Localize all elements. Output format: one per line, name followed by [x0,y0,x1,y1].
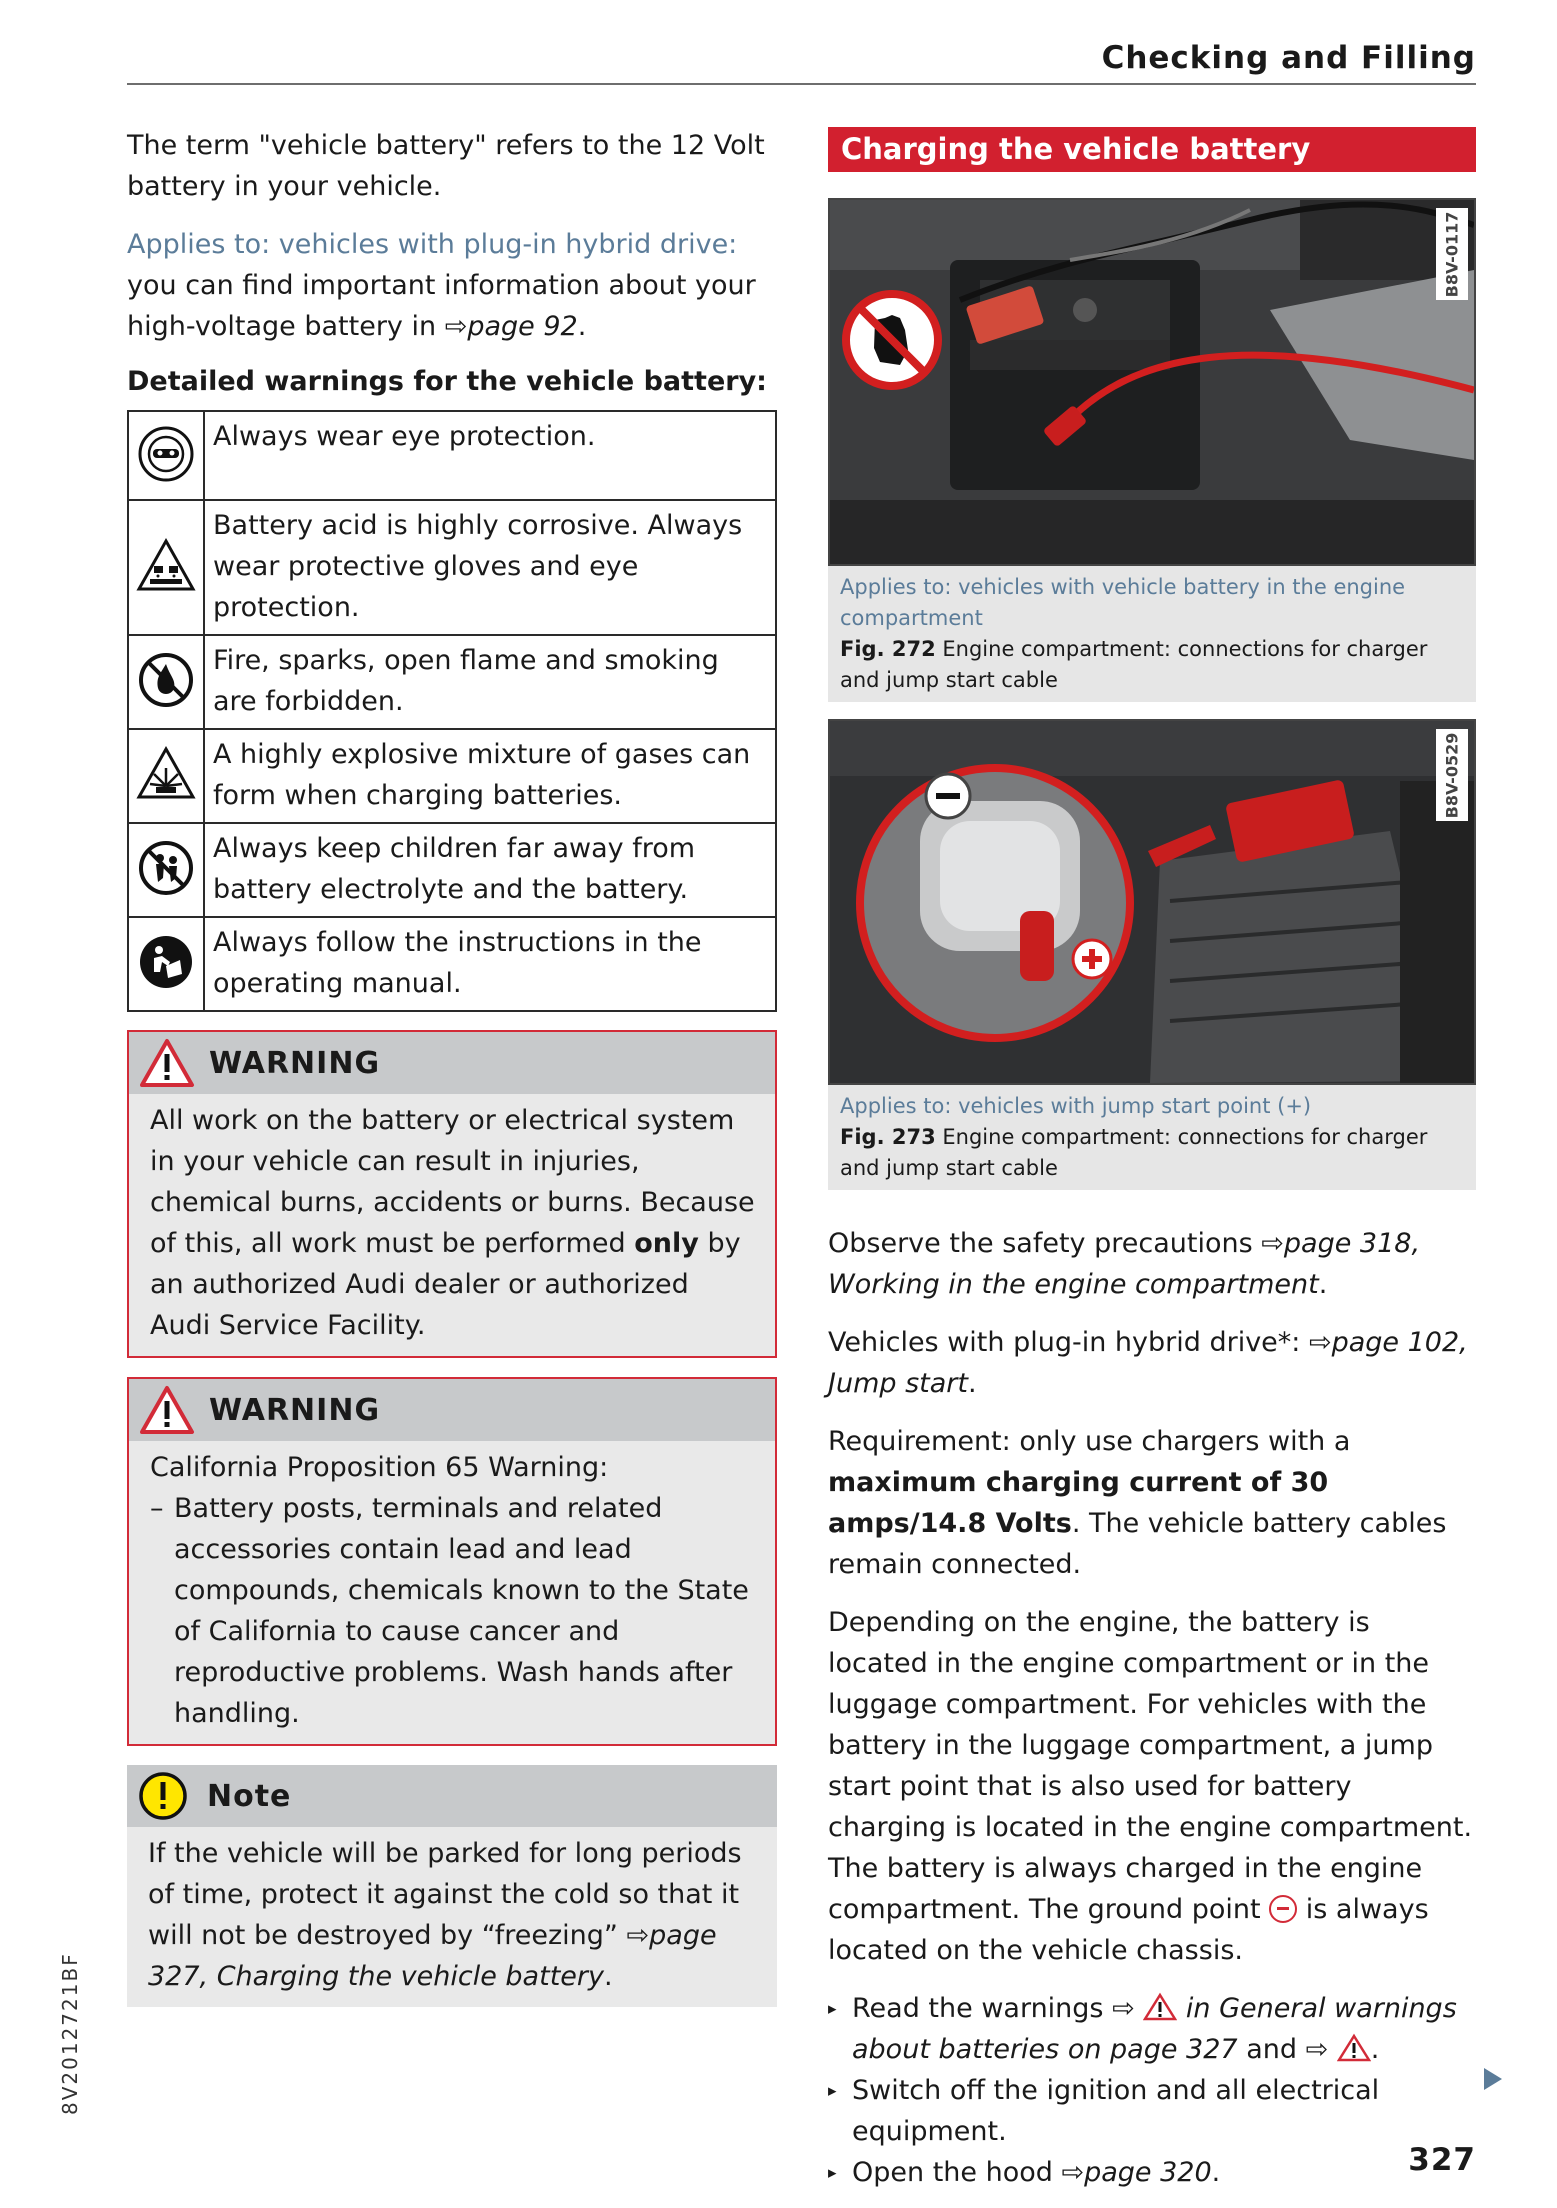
ground-point-minus-icon [1269,1895,1297,1923]
note-title: Note [207,1778,292,1814]
ref-arrow: ⇨ [444,311,468,342]
figure-caption-text: Engine compartment: connections for charger and jump start cable [840,637,1428,692]
table-row [128,729,776,823]
figure-273 [828,719,1476,1190]
list-item-text: Read the warnings [852,1993,1104,2024]
warning-text: by an authorized Audi dealer or authorized Audi Service Facility. [150,1228,741,1341]
warning-text: Always keep children far away from battery electrolyte and the battery. [204,823,776,917]
warning-title: WARNING [209,1045,381,1081]
list-item-text: Battery posts, terminals and related accessories contain lead and lead compounds, chemicals known to the State of California to cause cancer and reproductive problems. Wash hands after handling. [174,1493,749,1729]
page-327-link[interactable]: page 327, Charging the vehicle battery [148,1920,717,1992]
ref-arrow: ⇨ [1308,1327,1332,1358]
bullet-icon: ▸ [828,2081,837,2101]
paragraph-text: Observe the safety precautions [828,1228,1253,1259]
ref-arrow: ⇨ [1061,2157,1085,2188]
table-row [128,635,776,729]
list-item-text: Switch off the ignition and all electrical equipment. [852,2075,1380,2147]
figure-applies: Applies to: vehicles with vehicle battery in the engine compartment [840,575,1406,630]
page-320-link[interactable]: page 320 [1084,2157,1212,2188]
table-row [128,500,776,635]
warning-text: Always wear eye protection. [204,411,776,500]
note-text: If the vehicle will be parked for long periods of time, protect it against the cold so that it will not be destroyed by “freezing” [148,1838,742,1951]
ref-arrow: ⇨ [1261,1228,1284,1259]
paragraph-text: Requirement: only use chargers with a [828,1426,1351,1457]
punct: . [577,311,587,342]
intro-paragraph: The term "vehicle battery" refers to the 12 Volt battery in your vehicle. [127,130,765,202]
warning-text: All work on the battery or electrical system in your vehicle can result in injuries, chemical burns, accidents or burns. Because of this, all work must be performed [150,1105,755,1259]
general-warnings-link[interactable]: in General warnings about batteries on page 327 [852,1993,1457,2065]
applies-label: Applies to: vehicles with plug-in hybrid drive: [127,229,738,260]
page-92-link[interactable]: page 92 [467,311,578,342]
figure-number: Fig. 272 [840,637,936,661]
left-column [127,125,777,2026]
warning-text: Battery acid is highly corrosive. Always wear protective gloves and eye protection. [204,500,776,635]
applies-paragraph [127,224,777,347]
eye-protection-icon [128,411,204,500]
requirement-paragraph [828,1421,1476,1585]
bullet-icon: ▸ [828,1999,837,2019]
page-102-link[interactable]: page 102, Jump start [828,1327,1468,1399]
corrosive-icon [128,500,204,635]
paragraph-text: Depending on the engine, the battery is located in the engine compartment or in the luggage compartment. For vehicles with the battery in the luggage compartment, a jump start point that is also used for battery charging is located in the engine compartment. The battery is always charged in the engine compartment. The ground point [828,1607,1473,1925]
engine-compartment-photo [828,198,1476,566]
note-body [127,1827,777,2007]
battery-warnings-table [127,410,777,1012]
section-heading: Charging the vehicle battery [828,127,1476,172]
warning-text: Fire, sparks, open flame and smoking are forbidden. [204,635,776,729]
paragraph-text: is always located on the vehicle chassis. [828,1894,1429,1966]
warning-body [129,1094,775,1356]
warning-text: A highly explosive mixture of gases can form when charging batteries. [204,729,776,823]
warning-triangle-icon [139,1384,195,1436]
continue-arrow-icon[interactable] [1484,2068,1502,2090]
list-item [828,1988,1476,2070]
figure-number: Fig. 273 [840,1125,936,1149]
instruction-list [828,1988,1476,2194]
figure-id-text: B8V-0117 [1442,211,1462,297]
page-number: 327 [1408,2142,1476,2178]
table-row [128,823,776,917]
ref-arrow: ⇨ [1112,1993,1135,2024]
info-exclamation-icon [137,1770,193,1822]
figure-id-label [1436,729,1468,821]
figure-caption [828,566,1476,702]
warning-triangle-icon[interactable] [1337,2033,1371,2063]
running-header-title: Checking and Filling [1101,40,1476,76]
list-item-text: and [1246,2034,1297,2065]
punct: . [1211,2157,1221,2188]
document-code: 8V2012721BF [58,1952,82,2115]
dash-marker: – [150,1493,164,1524]
warning-box-prop65 [127,1377,777,1746]
no-fire-icon [128,635,204,729]
ref-arrow: ⇨ [1305,2034,1329,2065]
table-row [128,411,776,500]
warning-emphasis: only [634,1228,699,1259]
punct: . [967,1368,977,1399]
warning-body [129,1441,775,1744]
paragraph-text: . The vehicle battery cables remain connected. [828,1508,1447,1580]
figure-id-text: B8V-0529 [1442,732,1462,818]
note-box [127,1765,777,2007]
explosive-icon [128,729,204,823]
paragraph-emphasis: maximum charging current of 30 amps/14.8 Volts [828,1467,1329,1539]
right-column [828,127,1476,2194]
figure-applies: Applies to: vehicles with jump start point (+) [840,1094,1312,1118]
safety-paragraph [828,1223,1476,1305]
warning-triangle-icon [139,1037,195,1089]
ref-arrow: ⇨ [626,1920,650,1951]
note-header [127,1765,777,1827]
bullet-icon: ▸ [828,2163,837,2183]
list-item [828,2152,1476,2194]
figure-caption-text: Engine compartment: connections for charger and jump start cable [840,1125,1428,1180]
battery-charger-illustration [830,200,1474,564]
warning-header [129,1032,775,1094]
list-item [828,2070,1476,2152]
punct: . [603,1961,613,1992]
applies-text: you can find important information about your high-voltage battery in [127,270,756,342]
table-row [128,917,776,1011]
figure-caption [828,1085,1476,1190]
manual-icon [128,917,204,1011]
list-item [150,1488,755,1734]
jump-start-point-illustration [830,721,1474,1083]
list-item-text: Open the hood [852,2157,1053,2188]
battery-location-paragraph [828,1602,1476,1971]
punct: . [1370,2034,1380,2065]
page-318-link[interactable]: page 318, Working in the engine compartment [828,1228,1421,1300]
detailed-warnings-heading: Detailed warnings for the vehicle battery: [127,366,767,397]
figure-272 [828,198,1476,702]
paragraph-text: Vehicles with plug-in hybrid drive*: [828,1327,1301,1358]
engine-compartment-photo [828,719,1476,1085]
warning-triangle-icon[interactable] [1143,1992,1177,2022]
header-rule [127,83,1476,85]
warning-box-battery-work [127,1030,777,1358]
hybrid-paragraph [828,1322,1476,1404]
warning-text: Always follow the instructions in the operating manual. [204,917,776,1011]
warning-title: WARNING [209,1392,381,1428]
no-children-icon [128,823,204,917]
punct: . [1318,1269,1328,1300]
prop65-line: California Proposition 65 Warning: [150,1452,609,1483]
warning-header [129,1379,775,1441]
figure-id-label [1436,208,1468,300]
